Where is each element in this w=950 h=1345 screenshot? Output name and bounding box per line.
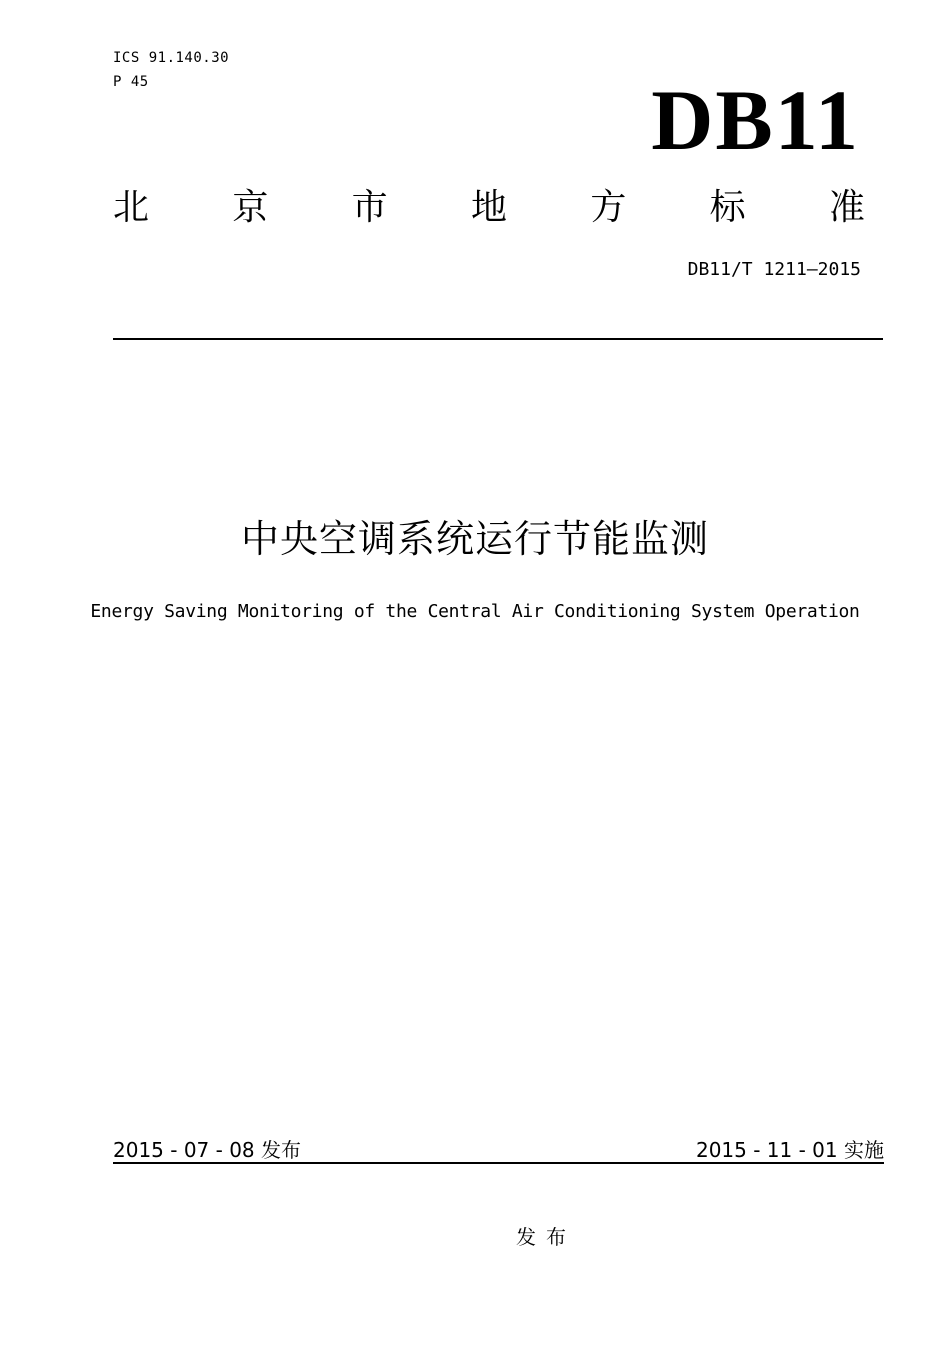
issue-date: 2015 - 07 - 08 发布 (113, 1138, 302, 1162)
standard-type-char: 方 (590, 187, 627, 228)
standard-type-char: 市 (351, 187, 388, 228)
top-divider (113, 338, 883, 340)
classification-code: P 45 (113, 74, 149, 90)
bottom-divider (113, 1162, 884, 1164)
publisher-line: 发布 (516, 1225, 576, 1249)
db11-logo: DB11 (651, 72, 860, 168)
implementation-date: 2015 - 11 - 01 实施 (695, 1138, 884, 1162)
standard-type-heading (113, 186, 865, 230)
standard-type-char: 标 (709, 187, 746, 228)
ics-code: ICS 91.140.30 (113, 50, 230, 66)
title-chinese: 中央空调系统运行节能监测 (240, 517, 709, 561)
standard-type-char: 京 (232, 187, 269, 228)
standard-type-char: 准 (828, 187, 865, 228)
title-english: Energy Saving Monitoring of the Central Air Conditioning System Operation (90, 601, 860, 622)
standard-type-char: 北 (113, 187, 150, 228)
standard-type-char: 地 (470, 187, 507, 228)
standard-number: DB11/T 1211—2015 (687, 259, 861, 280)
